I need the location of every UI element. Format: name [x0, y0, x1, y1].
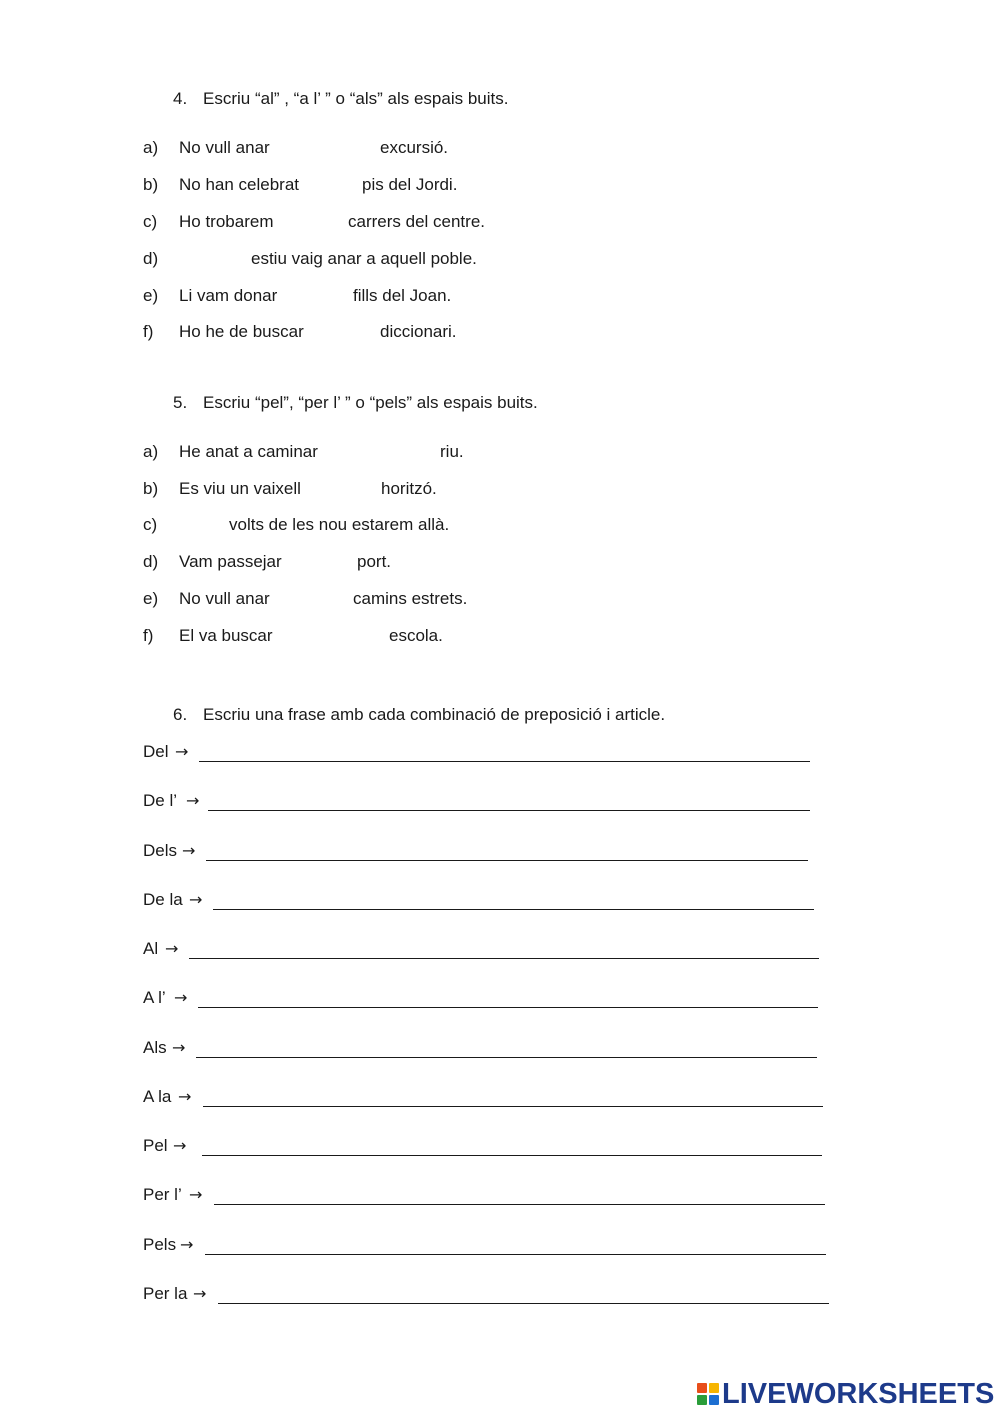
item-letter: b)	[143, 175, 159, 194]
item-text-after: riu.	[440, 442, 464, 461]
answer-line[interactable]	[203, 1106, 823, 1107]
arrow-right-icon: →	[193, 1284, 207, 1303]
item-text-before: He anat a caminar	[179, 442, 318, 461]
item-letter: c)	[143, 515, 158, 534]
arrow-right-icon: →	[189, 1185, 203, 1204]
item-text-before: Li vam donar	[179, 286, 278, 305]
liveworksheets-mark-icon	[697, 1383, 719, 1405]
item-letter: b)	[143, 479, 159, 498]
item-letter: a)	[143, 138, 159, 157]
answer-line[interactable]	[205, 1254, 826, 1255]
item-text-after: estiu vaig anar a aquell poble.	[251, 249, 477, 268]
answer-line[interactable]	[208, 810, 810, 811]
item-text-after: carrers del centre.	[348, 212, 485, 231]
item-text-after: excursió.	[380, 138, 449, 157]
logo-square	[709, 1395, 719, 1405]
combination-label: Al	[143, 939, 159, 958]
item-letter: a)	[143, 442, 159, 461]
exercise-5-number: 5.	[173, 393, 188, 412]
combination-label: Per la	[143, 1284, 188, 1303]
exercise-4-instruction: Escriu “al” , “a l’ ” o “als” als espais buits.	[203, 89, 509, 108]
combination-label: A l’	[143, 988, 166, 1007]
item-letter: d)	[143, 249, 159, 268]
answer-line[interactable]	[196, 1057, 817, 1058]
answer-line[interactable]	[214, 1204, 825, 1205]
logo-square	[697, 1395, 707, 1405]
arrow-right-icon: →	[182, 841, 196, 860]
answer-line[interactable]	[213, 909, 814, 910]
item-letter: e)	[143, 589, 159, 608]
item-text-after: escola.	[389, 626, 443, 645]
item-text-before: El va buscar	[179, 626, 273, 645]
arrow-right-icon: →	[186, 791, 200, 810]
item-text-after: port.	[357, 552, 392, 571]
exercise-4-number: 4.	[173, 89, 188, 108]
item-text-after: camins estrets.	[353, 589, 468, 608]
combination-label: Pel	[143, 1136, 168, 1155]
arrow-right-icon: →	[180, 1235, 194, 1254]
answer-line[interactable]	[202, 1155, 822, 1156]
item-text-after: pis del Jordi.	[362, 175, 458, 194]
arrow-right-icon: →	[165, 939, 179, 958]
item-letter: c)	[143, 212, 158, 231]
arrow-right-icon: →	[175, 742, 189, 761]
item-text-before: Es viu un vaixell	[179, 479, 301, 498]
combination-label: De l’	[143, 791, 178, 810]
exercise-5-instruction: Escriu “pel”, “per l’ ” o “pels” als espais buits.	[203, 393, 538, 412]
logo-square	[697, 1383, 707, 1393]
item-text-before: No han celebrat	[179, 175, 300, 194]
combination-label: Pels	[143, 1235, 177, 1254]
arrow-right-icon: →	[173, 1136, 187, 1155]
exercise-6-instruction: Escriu una frase amb cada combinació de preposició i article.	[203, 705, 666, 724]
item-text-before: Ho trobarem	[179, 212, 274, 231]
exercise-6-number: 6.	[173, 705, 188, 724]
answer-line[interactable]	[218, 1303, 829, 1304]
item-letter: d)	[143, 552, 159, 571]
answer-line[interactable]	[198, 1007, 818, 1008]
item-text-before: Ho he de buscar	[179, 322, 304, 341]
answer-line[interactable]	[189, 958, 819, 959]
item-text-before: No vull anar	[179, 138, 270, 157]
item-text-after: fills del Joan.	[353, 286, 452, 305]
item-text-before: Vam passejar	[179, 552, 282, 571]
item-text-before: No vull anar	[179, 589, 270, 608]
item-letter: f)	[143, 322, 154, 341]
combination-label: Dels	[143, 841, 178, 860]
arrow-right-icon: →	[174, 988, 188, 1007]
item-text-after: horitzó.	[381, 479, 437, 498]
answer-line[interactable]	[199, 761, 810, 762]
liveworksheets-logo	[697, 1378, 994, 1410]
item-text-after: diccionari.	[380, 322, 457, 341]
item-letter: f)	[143, 626, 154, 645]
arrow-right-icon: →	[172, 1038, 186, 1057]
combination-label: A la	[143, 1087, 172, 1106]
combination-label: De la	[143, 890, 183, 909]
arrow-right-icon: →	[178, 1087, 192, 1106]
answer-line[interactable]	[206, 860, 808, 861]
logo-square	[709, 1383, 719, 1393]
combination-label: Del	[143, 742, 169, 761]
combination-label: Als	[143, 1038, 167, 1057]
item-letter: e)	[143, 286, 159, 305]
logo-text: LIVEWORKSHEETS	[722, 1378, 995, 1410]
arrow-right-icon: →	[189, 890, 203, 909]
item-text-after: volts de les nou estarem allà.	[229, 515, 450, 534]
combination-label: Per l’	[143, 1185, 182, 1204]
